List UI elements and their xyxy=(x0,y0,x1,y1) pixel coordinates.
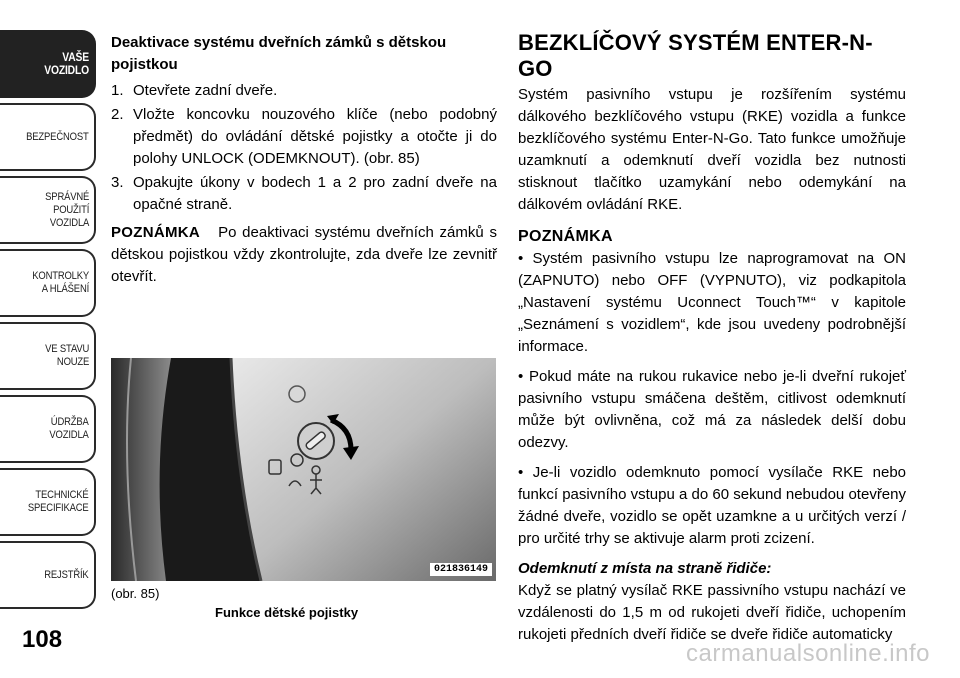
section-title: BEZKLÍČOVÝ SYSTÉM ENTER-N-GO xyxy=(518,30,873,81)
list-item xyxy=(111,172,497,216)
watermark-text: carmanualsonline.info xyxy=(686,640,930,667)
tab-label: REJSTŘÍK xyxy=(44,568,89,581)
tab-label: VAŠE VOZIDLO xyxy=(44,50,89,77)
section-subheading: Deaktivace systému dveřních zámků s dětskou pojistkou xyxy=(111,34,447,73)
tab-vase-vozidlo[interactable] xyxy=(0,30,96,98)
child-lock-figure xyxy=(111,358,496,581)
door-latch-illustration xyxy=(111,358,496,581)
intro-paragraph: Systém pasivního vstupu je rozšířením systému dálkového bezklíčového vstupu (RKE) vozidla a funkce bezklíčového systému Enter-N-Go. Tato funkce umožňuje uzamknutí a odemknutí dveří vozidla bez nutnosti stisknout tlačítko uzamykání nebo odemykání na dálkovém ovládání RKE. xyxy=(518,86,906,213)
note-text: Po deaktivaci systému dveřních zámků s dětskou pojistkou vždy zkontrolujte, zda dveře lze zevnitř otevřít. xyxy=(111,224,497,285)
tab-label: ÚDRŽBA VOZIDLA xyxy=(49,416,89,441)
list-item xyxy=(111,80,497,102)
tab-bezpecnost[interactable] xyxy=(0,103,96,171)
note-bullet: • Je-li vozidlo odemknuto pomocí vysílače RKE nebo funkcí pasivního vstupu a do 60 sekund nebudou otevřeny žádné dveře, vozidlo se opět uzamkne a u určitých verzí / pro určité trhy se aktivuje alarm proti zcizení. xyxy=(518,464,906,547)
figure-reference: (obr. 85) xyxy=(111,586,160,601)
subsection-heading: Odemknutí z místa na straně řidiče: xyxy=(518,560,772,577)
page-number: 108 xyxy=(22,626,63,653)
tab-label: BEZPEČNOST xyxy=(26,130,89,143)
tab-udrzba[interactable] xyxy=(0,395,96,463)
figure-caption: Funkce dětské pojistky xyxy=(215,605,359,620)
tab-label: VE STAVU NOUZE xyxy=(44,343,89,368)
note-label: POZNÁMKA xyxy=(111,224,201,241)
tab-kontrolky[interactable] xyxy=(0,249,96,317)
left-column xyxy=(111,32,497,288)
tab-spravne-pouziti[interactable] xyxy=(0,176,96,244)
figure-code: 021836149 xyxy=(430,563,492,576)
step-number: 3. xyxy=(111,174,124,191)
tab-label: TECHNICKÉ SPECIFIKACE xyxy=(28,489,89,514)
tab-label: SPRÁVNÉ POUŽITÍ VOZIDLA xyxy=(44,190,89,229)
steps-list xyxy=(111,80,497,216)
right-column xyxy=(518,30,906,646)
step-text: Vložte koncovku nouzového klíče (nebo podobný předmět) do ovládání dětské pojistky a otočte ji do polohy UNLOCK (ODEMKNOUT). (obr. 85) xyxy=(133,106,497,167)
note-bullet: • Systém pasivního vstupu lze naprogramovat na ON (ZAPNUTO) nebo OFF (VYPNUTO), viz podkapitola „Nastavení systému Uconnect Touch™“ v kapitole „Seznámení s vozidlem“, kde jsou uvedeny podrobnější informace. xyxy=(518,250,906,355)
tab-rejstrik[interactable] xyxy=(0,541,96,609)
step-text: Opakujte úkony v bodech 1 a 2 pro zadní dveře na opačné straně. xyxy=(133,174,497,213)
note-heading: POZNÁMKA xyxy=(518,228,613,245)
step-text: Otevřete zadní dveře. xyxy=(133,82,278,99)
tab-ve-stavu-nouze[interactable] xyxy=(0,322,96,390)
subsection-paragraph: Když se platný vysílač RKE passivního vstupu nachází ve vzdálenosti do 1,5 m od rukojeti dveří řidiče, uchopením rukojeti předních dveří řidiče se dveře řidiče automaticky xyxy=(518,582,906,643)
step-number: 1. xyxy=(111,82,124,99)
list-item xyxy=(111,104,497,170)
note-bullet: • Pokud máte na rukou rukavice nebo je-li dveřní rukojeť pasivního vstupu smáčena deštěm, citlivost odemknutí může být ovlivněna, což má za následek delší dobu odezvy. xyxy=(518,368,906,451)
tab-technicke-specifikace[interactable] xyxy=(0,468,96,536)
tab-label: KONTROLKY A HLÁŠENÍ xyxy=(32,270,89,295)
note-paragraph xyxy=(111,222,497,288)
step-number: 2. xyxy=(111,106,124,123)
